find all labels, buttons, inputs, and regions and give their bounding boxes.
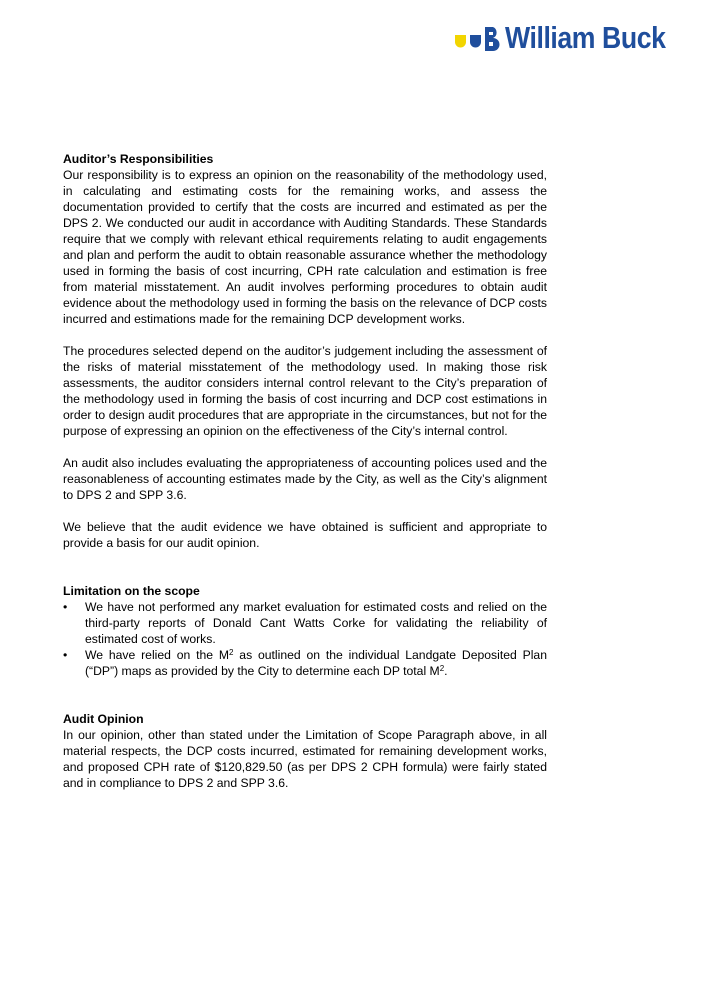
limitation-bullet-2-part1: We have relied on the M [85, 648, 230, 662]
procedures-paragraph: The procedures selected depend on the auditor’s judgement including the assessment of the risks of material misstatement of the methodology used. In making those risk assessments, the auditor considers internal control relevant to the City’s preparation of the methodology used in forming the basis of cost incurring and DCP cost estimations in order to design audit procedures that are appropriate in the circumstances, but not for the purpose of expressing an opinion on the effectiveness of the City’s internal control. [63, 344, 547, 438]
bullet-icon: • [63, 648, 68, 662]
auditors-responsibilities-heading: Auditor’s Responsibilities [63, 152, 214, 166]
limitation-bullet-2-part2: as outlined on the individual Landgate Deposited Plan (“DP”) maps as provided by the City to determine each DP total M [85, 648, 547, 678]
limitation-heading: Limitation on the scope [63, 584, 200, 598]
bullet-icon: • [63, 600, 68, 614]
document-body [63, 151, 547, 791]
logo-text: William Buck [505, 20, 666, 55]
logo-mark-icon [455, 25, 501, 51]
audit-opinion-paragraph: In our opinion, other than stated under the Limitation of Scope Paragraph above, in all material respects, the DCP costs incurred, estimated for remaining development works, and proposed CPH rate of $120,829.50 (as per DPS 2 CPH formula) were fairly stated and in compliance to DPS 2 and SPP 3.6. [63, 728, 547, 790]
audit-opinion-heading: Audit Opinion [63, 712, 144, 726]
list-item [63, 599, 547, 647]
superscript: 2 [439, 664, 445, 673]
superscript: 2 [229, 648, 234, 657]
limitation-list [63, 599, 547, 679]
responsibility-paragraph: Our responsibility is to express an opinion on the reasonability of the methodology used, in calculating and estimating costs for the remaining works, and assess the documentation provided to certify that the costs are incurred and estimated as per the DPS 2. We conducted our audit in accordance with Auditing Standards. These Standards require that we comply with relevant ethical requirements relating to audit engagements and plan and perform the audit to obtain reasonable assurance whether the methodology used in forming the basis of cost incurring, CPH rate calculation and estimation is free from material misstatement. An audit involves performing procedures to obtain audit evidence about the methodology used in forming the basis on the relevance of DCP costs incurred and estimations made for the remaining DCP development works. [63, 168, 547, 326]
limitation-bullet-1: We have not performed any market evaluation for estimated costs and relied on the third-party reports of Donald Cant Watts Corke for validating the reliability of estimated cost of works. [85, 600, 547, 646]
evaluation-paragraph: An audit also includes evaluating the appropriateness of accounting polices used and the reasonableness of accounting estimates made by the City, as well as the City’s alignment to DPS 2 and SPP 3.6. [63, 456, 547, 502]
list-item [63, 647, 547, 679]
limitation-bullet-2-part3: . [444, 664, 448, 678]
evidence-paragraph: We believe that the audit evidence we have obtained is sufficient and appropriate to provide a basis for our audit opinion. [63, 520, 547, 550]
company-logo [455, 22, 692, 54]
